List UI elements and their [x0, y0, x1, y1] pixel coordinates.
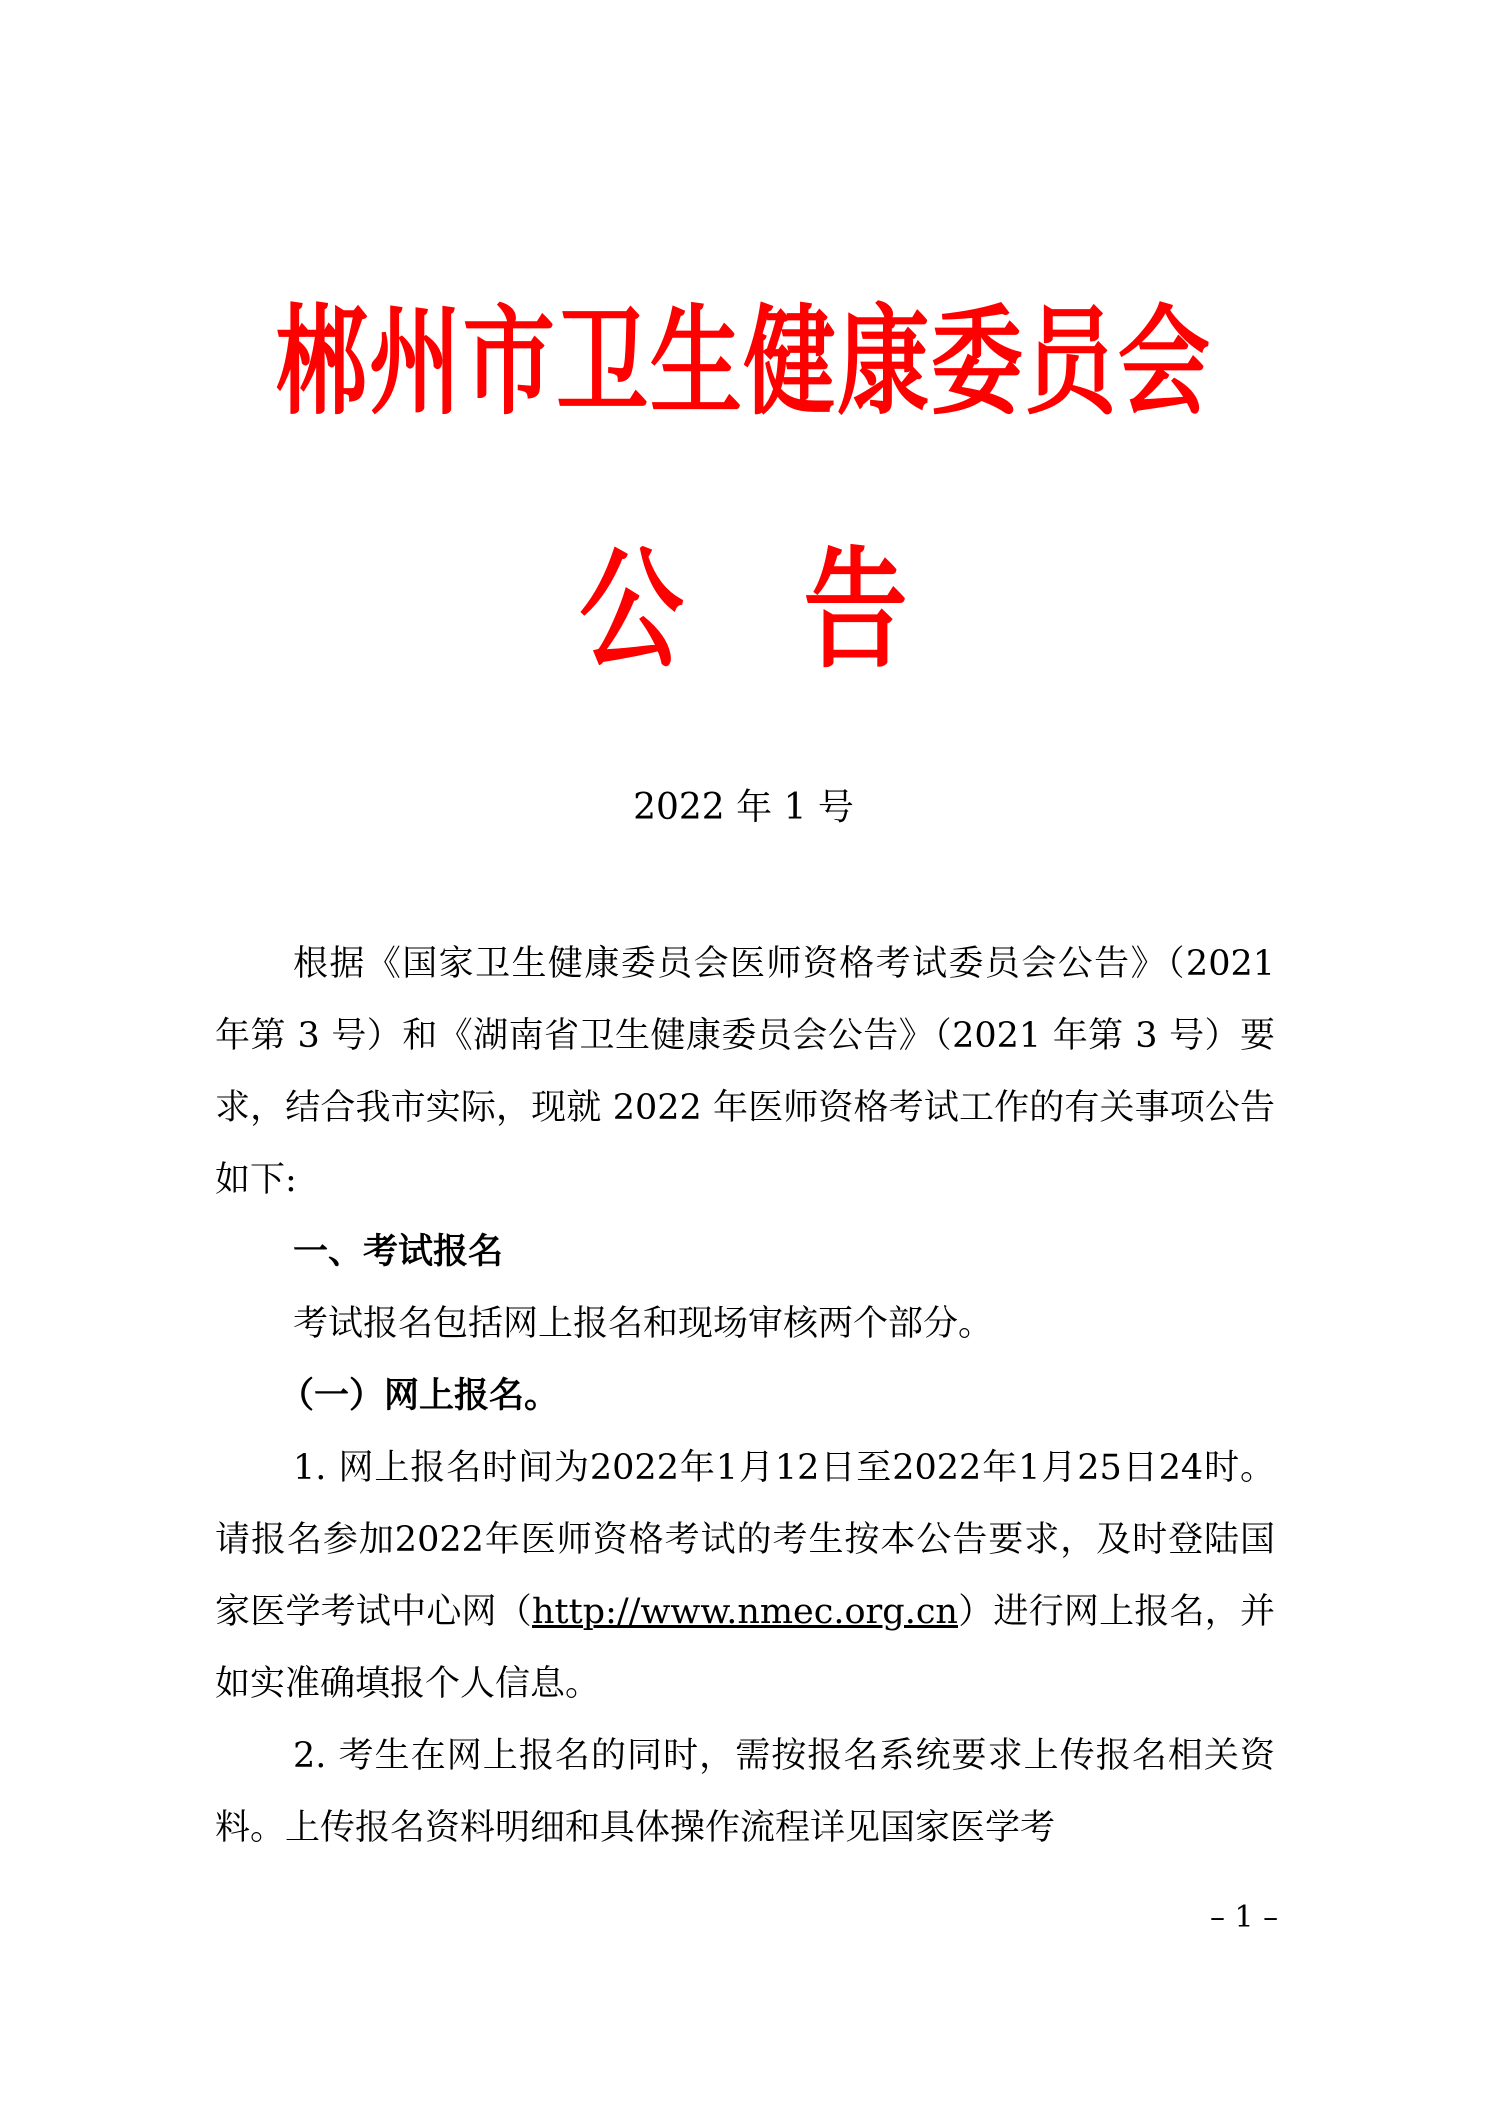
item-1-text-after-link: ）进行网上报名，并如实准确填报个人信息。 [215, 1592, 1275, 1704]
document-number: 2022 年 1 号 [633, 787, 854, 828]
nmec-website-link[interactable]: http://www.nmec.org.cn [532, 1592, 958, 1632]
section-heading-registration: 一、考试报名 [293, 1232, 504, 1272]
page-number: – 1 – [1210, 1900, 1279, 1935]
doc-type-char-1: 公 [579, 534, 684, 686]
document-body [215, 928, 1275, 1864]
subsection-heading-online-registration: （一）网上报名。 [279, 1375, 560, 1416]
intro-paragraph: 根据《国家卫生健康委员会医师资格考试委员会公告》（2021 年第 3 号）和《湖南省卫生健康委员会公告》（2021 年第 3 号）要求，结合我市实际，现就 2022 年医师资格考试工作的有关事项公告如下: [215, 944, 1275, 1200]
item-2-paragraph: 2. 考生在网上报名的同时，需按报名系统要求上传报名相关资料。上传报名资料明细和具体操作流程详见国家医学考 [215, 1736, 1275, 1848]
doc-type-char-2: 告 [803, 534, 908, 686]
item-1-paragraph [215, 1432, 1275, 1720]
item-1-text-before-link: 1. 网上报名时间为2022年1月12日至2022年1月25日24时。请报名参加2022年医师资格考试的考生按本公告要求，及时登陆国家医学考试中心网（ [215, 1448, 1275, 1632]
section-intro-paragraph: 考试报名包括网上报名和现场审核两个部分。 [293, 1304, 994, 1344]
organization-title: 郴州市卫生健康委员会 [275, 293, 1212, 431]
document-type-title [149, 535, 1339, 685]
